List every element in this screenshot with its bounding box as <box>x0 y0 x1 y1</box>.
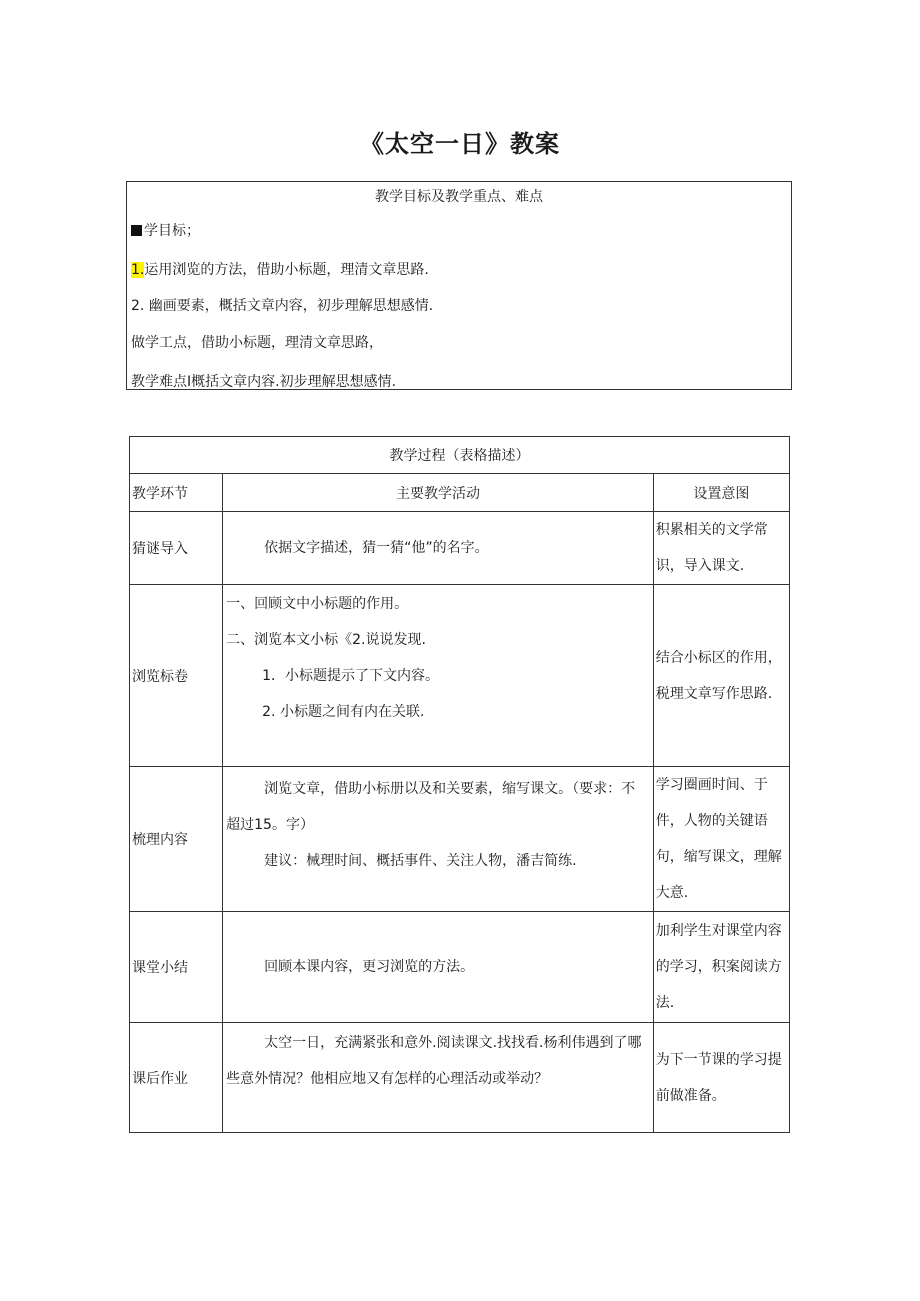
header-activity: 主要教学活动 <box>223 474 654 512</box>
activity-paragraph: 太空一日，充满紧张和意外.阅读课文.找找看.杨利伟遇到了哪些意外情况？他相应地又有怎样的心理活动或举动？ <box>226 1035 642 1087</box>
row-purpose: 为下一节课的学习提前做准备。 <box>653 1023 789 1133</box>
row-activity <box>223 585 654 767</box>
table-row <box>130 512 790 585</box>
table-row <box>130 585 790 767</box>
activity-paragraph: 浏览文章，借助小标册以及和关要素，缩写课文。（要求：不超过15。字） <box>226 781 636 833</box>
table-caption-row <box>130 437 790 474</box>
row-stage: 课堂小结 <box>130 912 223 1023</box>
objectives-box <box>126 181 792 390</box>
activity-line: 2. 小标题之间有内在关联. <box>262 704 425 720</box>
row-stage: 猜谜导入 <box>130 512 223 585</box>
activity-line: 1．小标题提示了下文内容。 <box>262 668 440 684</box>
table-row <box>130 1023 790 1133</box>
activity-line: 一、回顾文中小标题的作用。 <box>226 596 409 612</box>
row-purpose: 积累相关的文学常识，导入课文. <box>653 512 789 585</box>
goal-1-text: 运用浏览的方法，借助小标题，理清文章思路. <box>144 262 429 278</box>
goals-label: 学目标； <box>144 223 200 239</box>
activity-line: 回顾本课内容，更习浏览的方法。 <box>264 959 475 975</box>
process-table <box>129 436 790 1133</box>
objectives-header: 教学目标及教学重点、难点 <box>375 189 543 205</box>
table-row <box>130 912 790 1023</box>
activity-line: 依据文字描述，猜一猜“他”的名字。 <box>264 540 489 556</box>
row-activity <box>223 912 654 1023</box>
row-activity <box>223 1023 654 1133</box>
table-row <box>130 767 790 912</box>
row-purpose: 学习圈画时间、于件，人物的关键语句，缩写课文，理解大意. <box>653 767 789 912</box>
activity-paragraph: 建议：械理时间、概括事件、关注人物，潘吉简练. <box>264 853 577 869</box>
document-title: 《太空一日》教案 <box>360 130 560 158</box>
goal-1-line <box>131 259 429 279</box>
goal-1-number: 1. <box>131 262 145 278</box>
key-point-line: 做学工点，借助小标题，理清文章思路， <box>131 335 383 351</box>
row-purpose: 结合小标区的作用，税理文章写作思路. <box>653 585 789 767</box>
header-purpose: 设置意图 <box>653 474 789 512</box>
goals-label-line <box>131 220 200 240</box>
table-caption: 教学过程（表格描述） <box>130 437 790 474</box>
row-activity <box>223 512 654 585</box>
row-stage: 课后作业 <box>130 1023 223 1133</box>
row-activity <box>223 767 654 912</box>
goal-2-line: 2. 幽画要素，概括文章内容，初步理解思想感情. <box>131 298 434 314</box>
table-header-row <box>130 474 790 512</box>
header-stage: 教学环节 <box>130 474 223 512</box>
difficulty-line: 教学难点I概括文章内容.初步理解思想感情. <box>131 374 397 390</box>
row-purpose: 加利学生对课堂内容的学习，积案阅读方法. <box>653 912 789 1023</box>
row-stage: 梳理内容 <box>130 767 223 912</box>
activity-line: 二、浏览本文小标《2.说说发现. <box>226 632 426 648</box>
black-square-icon <box>131 225 142 236</box>
row-stage: 浏览标卷 <box>130 585 223 767</box>
